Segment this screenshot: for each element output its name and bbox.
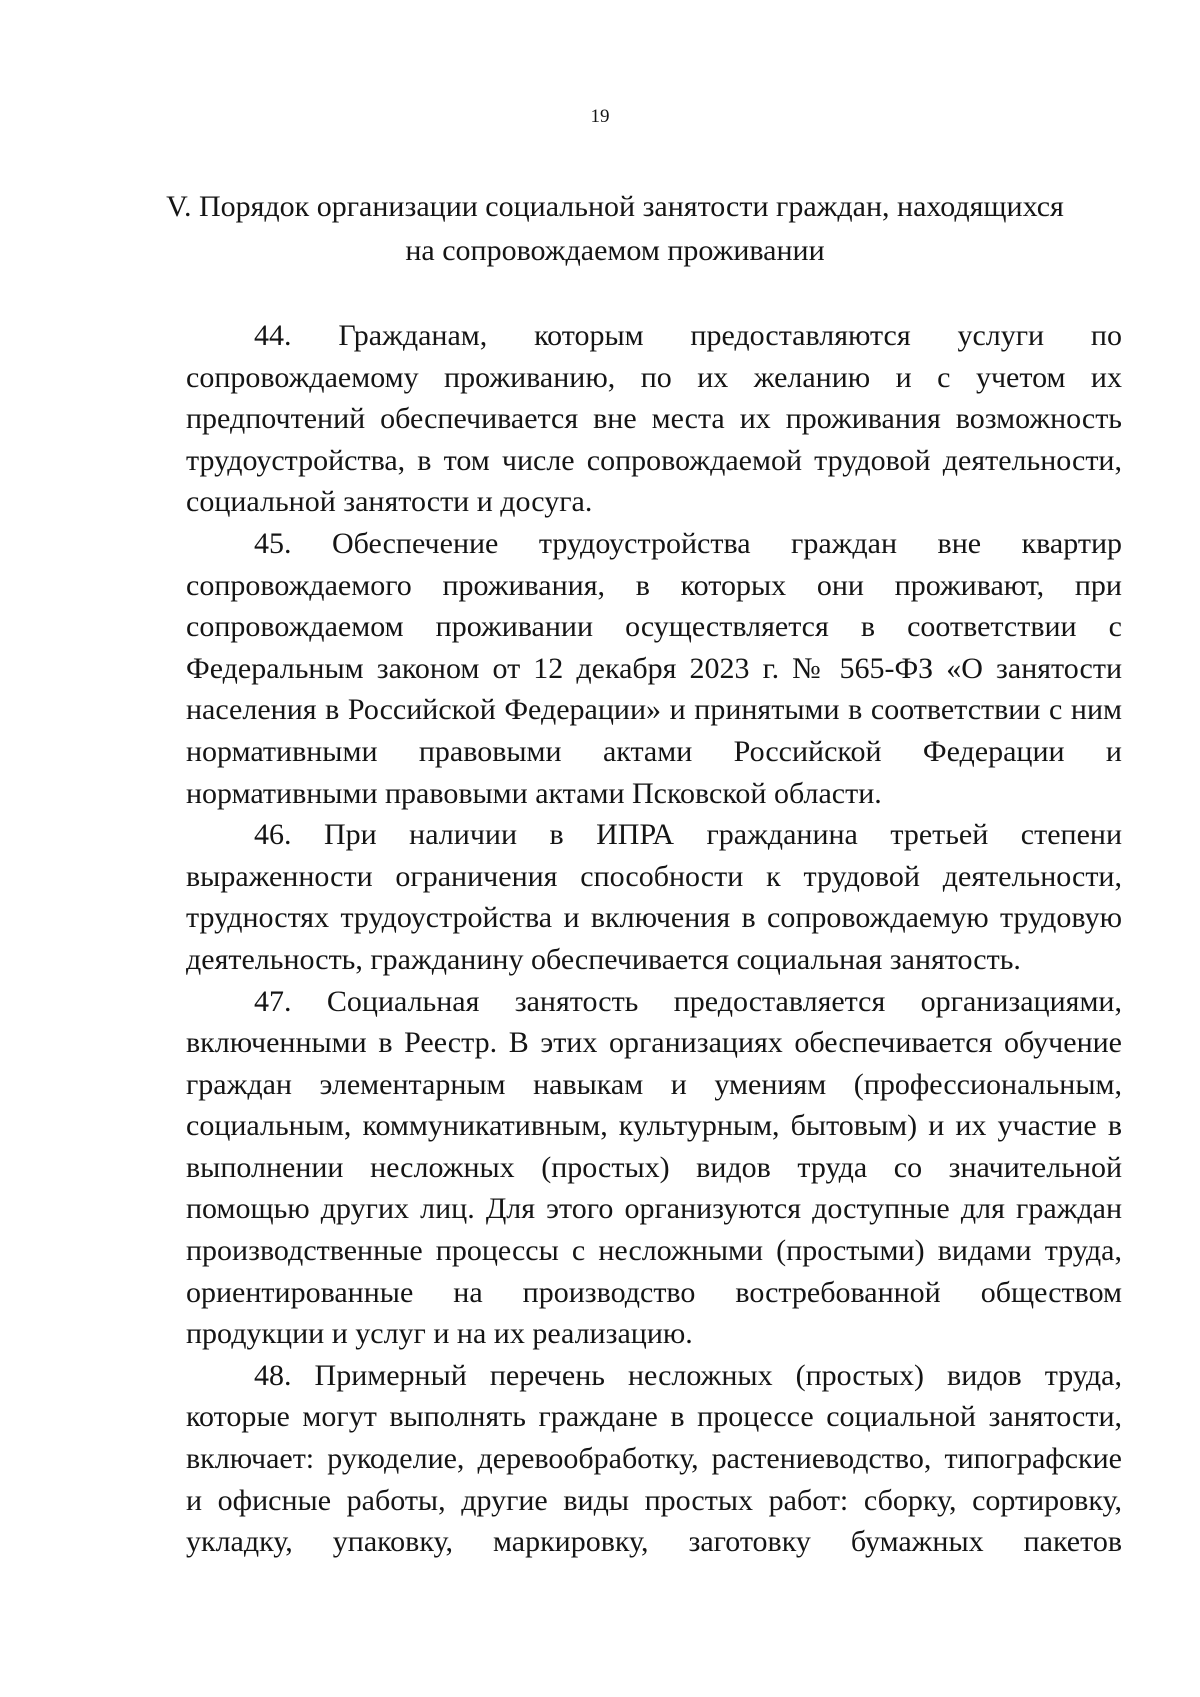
section-title-line-2: на сопровождаемом проживании: [405, 234, 825, 267]
page-number: 19: [590, 106, 610, 127]
paragraph-44: 44. Гражданам, которым предоставляются услуги по сопровождаемому проживанию, по их желанию и с учетом их предпочтений обеспечивается вне места их проживания возможность трудоустройства, в том числе сопровождаемой трудовой деятельности, социальной занятости и досуга.: [186, 319, 1122, 519]
paragraph-45: 45. Обеспечение трудоустройства граждан вне квартир сопровождаемого проживания, в которых они проживают, при сопровождаемом проживании осуществляется в соответствии с Федеральным законом от 12 декабря 2023 г. № 565-ФЗ «О занятости населения в Российской Федерации» и принятыми в соответствии с ним нормативными правовыми актами Российской Федерации и нормативными правовыми актами Псковской области.: [186, 526, 1122, 810]
document-body: [186, 315, 1122, 1563]
section-title: [150, 185, 1080, 273]
paragraph-47: 47. Социальная занятость предоставляется организациями, включенными в Реестр. В этих организациях обеспечивается обучение граждан элементарным навыкам и умениям (профессиональным, социальным, коммуникативным, культурным, бытовым) и их участие в выполнении несложных (простых) видов труда со значительной помощью других лиц. Для этого организуются доступные для граждан производственные процессы с несложными (простыми) видами труда, ориентированные на производство востребованной обществом продукции и услуг и на их реализацию.: [186, 984, 1122, 1351]
paragraph-46: 46. При наличии в ИПРА гражданина третьей степени выраженности ограничения способности к трудовой деятельности, трудностях трудоустройства и включения в сопровождаемую трудовую деятельность, гражданину обеспечивается социальная занятость.: [186, 818, 1122, 976]
section-title-line-1: V. Порядок организации социальной занятости граждан, находящихся: [166, 190, 1064, 223]
paragraph-48: 48. Примерный перечень несложных (простых) видов труда, которые могут выполнять граждане в процессе социальной занятости, включает: рукоделие, деревообработку, растениеводство, типографские и офисные работы, другие виды простых работ: сборку, сортировку, укладку, упаковку, маркировку, заготовку бумажных пакетов: [186, 1358, 1122, 1559]
